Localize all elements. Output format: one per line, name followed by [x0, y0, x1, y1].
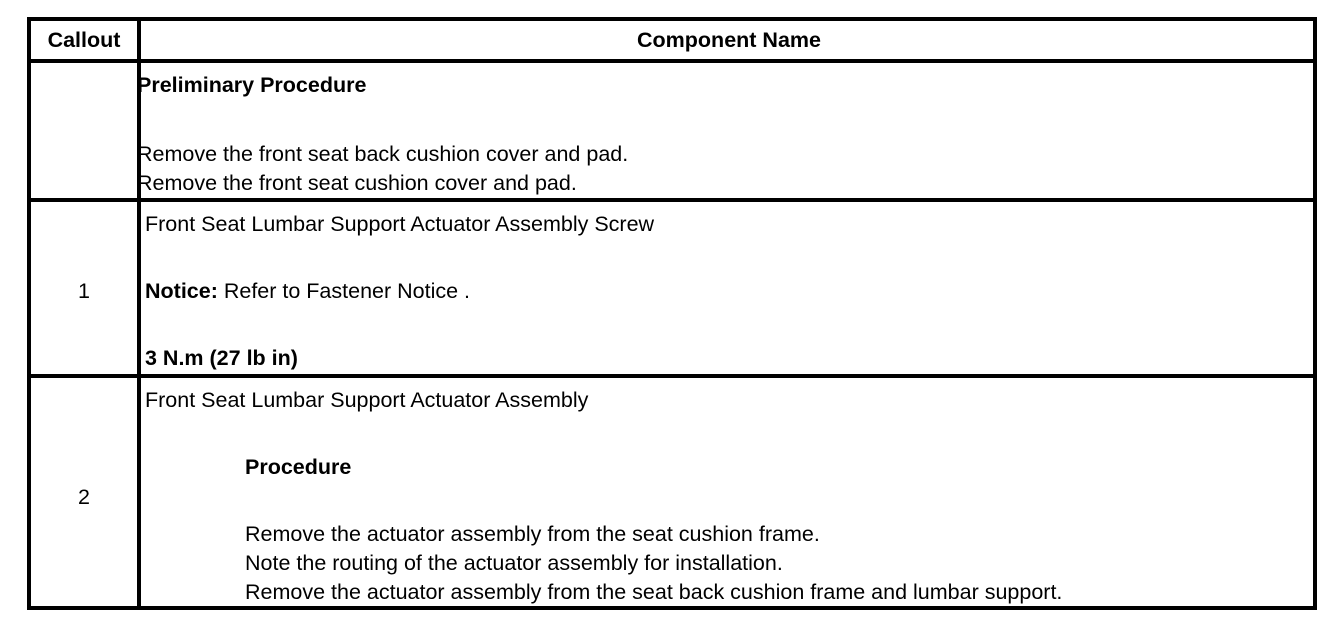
row-2-callout: 2 — [78, 485, 90, 509]
notice-text: Refer to Fastener Notice . — [217, 279, 471, 303]
row-divider-1 — [31, 198, 1313, 202]
row-divider-header — [31, 59, 1313, 63]
row-1-notice — [145, 279, 470, 304]
notice-label: Notice: — [145, 279, 218, 303]
row-2-step-1: Remove the actuator assembly from the seat cushion frame. — [245, 522, 820, 546]
procedure-table — [27, 17, 1317, 610]
header-component-name: Component Name — [637, 28, 821, 52]
preliminary-line-2: Remove the front seat cushion cover and pad. — [137, 171, 577, 195]
preliminary-line-1: Remove the front seat back cushion cover and pad. — [137, 142, 629, 166]
row-2-procedure-title: Procedure — [245, 455, 352, 479]
row-1-torque: 3 N.m (27 lb in) — [145, 346, 298, 370]
row-2-step-3: Remove the actuator assembly from the seat back cushion frame and lumbar support. — [245, 580, 1063, 604]
row-1-component-name: Front Seat Lumbar Support Actuator Assembly Screw — [145, 212, 655, 236]
column-divider — [137, 21, 141, 606]
row-1-callout: 1 — [78, 279, 90, 303]
row-2-component-name: Front Seat Lumbar Support Actuator Assembly — [145, 388, 589, 412]
row-2-step-2: Note the routing of the actuator assembly for installation. — [245, 551, 783, 575]
row-divider-2 — [31, 374, 1313, 378]
preliminary-title: Preliminary Procedure — [137, 73, 367, 97]
header-callout: Callout — [47, 28, 121, 52]
